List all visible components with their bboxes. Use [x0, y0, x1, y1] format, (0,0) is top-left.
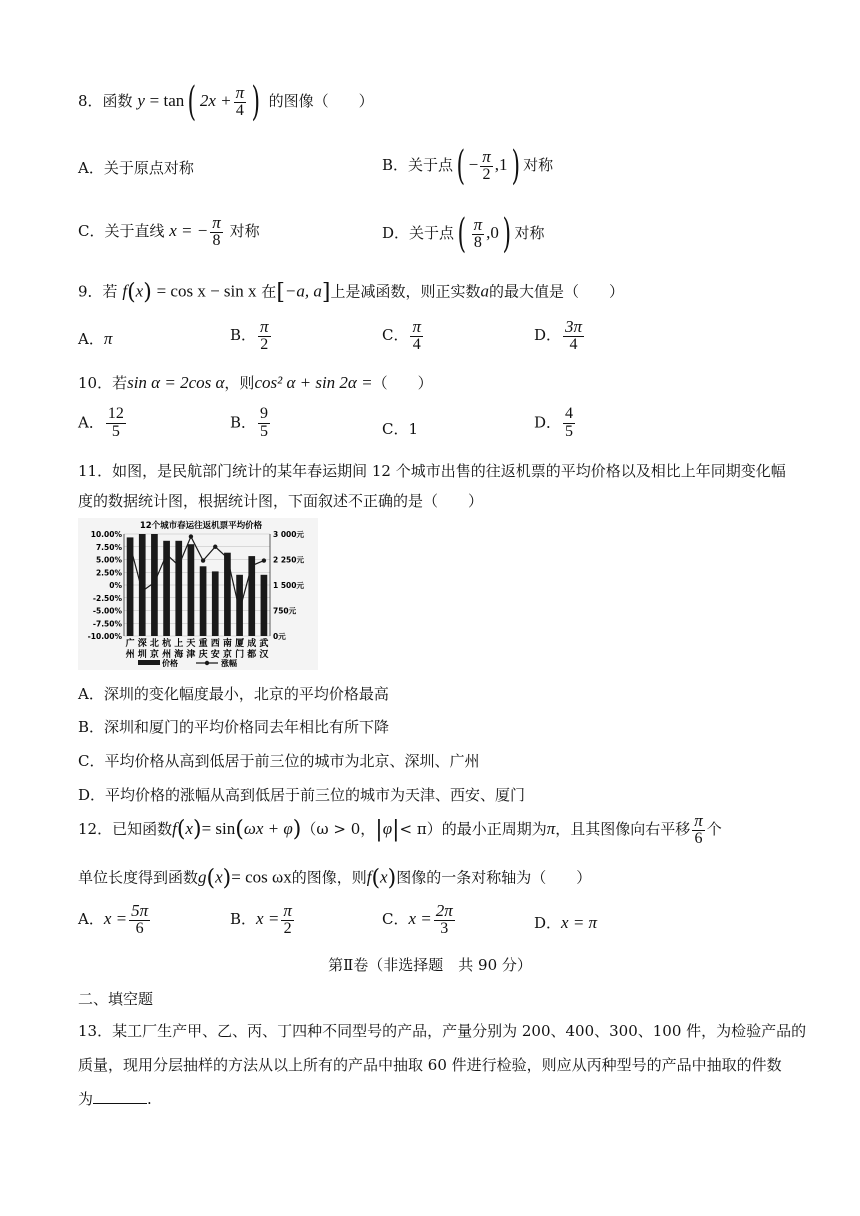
q9-prefix: 9．若	[78, 282, 118, 301]
q10-cond: sin α = 2cos α	[127, 373, 225, 392]
q8-stem-prefix: 8．函数	[78, 92, 133, 110]
price-bar	[200, 566, 207, 636]
q10-option-b: B． $\frac{9}{5}$	[230, 405, 269, 440]
q12-option-d: D．x = π	[534, 913, 598, 932]
right-tick-label: 2 250元	[273, 555, 304, 565]
growth-point	[140, 589, 144, 593]
q9-mid: 上是减函数，则正实数	[330, 282, 481, 301]
category-label-bottom: 京	[222, 650, 232, 660]
right-tick-label: 1 500元	[273, 581, 304, 590]
q9-option-c: C． $\frac{\pi}{4}$	[382, 317, 422, 353]
category-label-bottom: 京	[149, 650, 159, 660]
left-tick-label: 10.00%	[90, 530, 122, 539]
q11-option-c: C．平均价格从高到低居于前三位的城市为北京、深圳、广州	[78, 752, 480, 770]
price-bar	[248, 556, 255, 636]
price-bar	[261, 575, 268, 636]
q8-option-a: A．关于原点对称	[78, 159, 194, 177]
q8-opt-d-pre: D．关于点	[382, 224, 455, 242]
q9-stem: 9．若 f(x) = cos x − sin x 在[−a, a]上是减函数，则正实数a的最大值是（ ）	[78, 280, 625, 305]
category-label-bottom: 圳	[137, 650, 147, 660]
left-tick-label: -10.00%	[87, 632, 122, 641]
q8-y: y	[137, 91, 145, 110]
q8-option-b: B．关于点( − $\frac{\pi}{2}$ ,1) 对称	[382, 143, 554, 189]
q12-inner: ωx + φ	[243, 818, 293, 838]
price-bar	[212, 571, 219, 636]
q8-eq: = tan	[149, 91, 185, 110]
right-tick-label: 0元	[273, 632, 286, 641]
part2-heading: 第Ⅱ卷（非选择题 共 90 分）	[328, 956, 532, 974]
q11-stem-line1: 11．如图，是民航部门统计的某年春运期间 12 个城市出售的往返机票的平均价格以及相比上年同期变化幅	[78, 462, 786, 480]
q10-option-d: D． $\frac{4}{5}$	[534, 405, 574, 440]
category-label-bottom: 门	[235, 650, 245, 660]
left-tick-label: 5.00%	[95, 555, 122, 565]
legend-label-growth: 涨幅	[221, 659, 237, 668]
q10-stem: 10．若sin α = 2cos α，则cos² α + sin 2α =（ ）	[78, 373, 433, 392]
q9-option-b: B． $\frac{\pi}{2}$	[230, 317, 269, 353]
legend-label-price: 价格	[162, 659, 178, 668]
price-bar	[224, 553, 231, 636]
q11-option-a: A．深圳的变化幅度最小，北京的平均价格最高	[78, 685, 389, 703]
category-label-bottom: 海	[174, 650, 184, 660]
growth-point	[128, 543, 132, 547]
category-label-top: 成	[247, 639, 257, 649]
q8-opt-b-suf: 对称	[523, 156, 554, 174]
q9-eq: = cos x − sin x	[156, 281, 257, 301]
q10-option-a: A． $\frac{12}{5}$	[78, 405, 124, 440]
q8-opt-c-suf: 对称	[229, 221, 260, 240]
category-label-bottom: 津	[186, 650, 196, 660]
answer-blank[interactable]	[93, 1089, 147, 1104]
q13-line1: 13．某工厂生产甲、乙、丙、丁四种不同型号的产品，产量分别为 200、400、300、100 件，为检验产品的	[78, 1022, 807, 1040]
q8-stem-suffix: 的图像（ ）	[268, 92, 374, 110]
left-tick-label: 0%	[109, 581, 122, 590]
section-heading: 二、填空题	[78, 990, 154, 1008]
q8-stem: 8．函数 y = tan( 2x + $\frac{\pi}{4}$ ) 的图像（ ）	[78, 79, 374, 125]
legend-point-swatch	[205, 661, 209, 665]
left-tick-label: -7.50%	[92, 619, 122, 629]
q13-line3: 为 .	[78, 1090, 152, 1108]
price-bar	[139, 534, 146, 636]
growth-point	[225, 556, 229, 560]
right-tick-label: 3 000元	[273, 530, 304, 539]
q12-stem-line1: 12．已知函数f(x)= sin(ωx + φ)（ω > 0，|φ|< π）的最小正周期为π，且其图像向右平移 $\frac{\pi}{6}$ 个	[78, 811, 722, 847]
q12-stem-line2: 单位长度得到函数g(x)= cos ωx的图像，则f(x)图像的一条对称轴为（ ）	[78, 866, 592, 891]
price-bar	[236, 575, 243, 636]
q12-option-c: C．x = $\frac{2\pi}{3}$	[382, 901, 453, 937]
growth-point	[237, 608, 241, 612]
category-label-top: 北	[149, 639, 159, 649]
category-label-bottom: 安	[210, 650, 220, 660]
category-label-bottom: 州	[162, 650, 172, 660]
q8-frac: $\frac{\pi}{4}$	[235, 83, 245, 120]
right-tick-label: 750元	[273, 606, 297, 616]
q8-opt-c-math: x = −	[169, 220, 209, 240]
growth-point	[262, 558, 266, 562]
legend-bar-swatch	[138, 660, 160, 665]
q8-opt-d-suf: 对称	[514, 224, 545, 242]
q8-opt-b-pre: B．关于点	[382, 156, 454, 174]
q11-stem-line2: 度的数据统计图，根据统计图，下面叙述不正确的是（ ）	[78, 492, 484, 510]
category-label-top: 南	[222, 639, 232, 649]
q10-option-c: C．1	[382, 420, 419, 438]
growth-point	[152, 580, 156, 584]
price-bar	[188, 544, 195, 636]
category-label-top: 重	[198, 639, 208, 649]
growth-point	[177, 563, 181, 567]
category-label-top: 厦	[235, 639, 245, 649]
price-bar	[175, 541, 182, 636]
category-label-top: 深	[137, 639, 147, 649]
q9-option-d: D． $\frac{3\pi}{4}$	[534, 317, 583, 353]
left-tick-label: -2.50%	[92, 593, 122, 603]
growth-point	[164, 552, 168, 556]
price-bar	[151, 534, 158, 636]
growth-point	[213, 545, 217, 549]
q9-interval: −a, a	[284, 281, 322, 301]
q8-opt-c-frac: $\frac{\pi}{8}$	[212, 213, 221, 249]
growth-point	[189, 534, 193, 538]
category-label-top: 天	[186, 639, 196, 649]
category-label-top: 上	[174, 639, 184, 649]
left-tick-label: 2.50%	[95, 568, 122, 578]
q8-opt-c-pre: C．关于直线	[78, 221, 165, 240]
left-tick-label: 7.50%	[95, 542, 122, 552]
chart-title: 12个城市春运往返机票平均价格	[139, 521, 263, 531]
q8-opt-b-frac: $\frac{\pi}{2}$	[482, 147, 491, 184]
q11-chart-svg	[78, 518, 318, 670]
q13-line2: 质量，现用分层抽样的方法从以上所有的产品中抽取 60 件进行检验，则应从丙种型号的产品中抽取的件数	[78, 1056, 782, 1074]
q8-option-d: D．关于点( $\frac{\pi}{8}$ ,0) 对称	[382, 211, 545, 257]
category-label-bottom: 庆	[198, 650, 208, 660]
q8-opt-d-frac: $\frac{\pi}{8}$	[473, 215, 483, 252]
growth-point	[201, 558, 205, 562]
category-label-bottom: 汉	[259, 650, 269, 660]
category-label-top: 西	[210, 639, 220, 649]
category-label-bottom: 都	[247, 650, 257, 660]
q12-option-b: B．x = $\frac{\pi}{2}$	[230, 901, 292, 937]
q9-suffix: 的最大值是（ ）	[489, 282, 625, 301]
q11-chart	[78, 518, 318, 670]
q10-expr: cos² α + sin 2α =	[254, 373, 373, 392]
category-label-top: 广	[125, 639, 135, 649]
q11-option-b: B．深圳和厦门的平均价格同去年相比有所下降	[78, 718, 390, 736]
q8-inner: 2x +	[199, 91, 232, 110]
category-label-bottom: 州	[125, 650, 135, 660]
q9-option-a: A．π	[78, 329, 113, 348]
q11-option-d: D．平均价格的涨幅从高到低居于前三位的城市为天津、西安、厦门	[78, 786, 526, 804]
category-label-top: 武	[259, 639, 269, 649]
growth-point	[250, 563, 254, 567]
left-tick-label: -5.00%	[92, 606, 122, 616]
q12-option-a: A．x = $\frac{5\pi}{6}$	[78, 901, 149, 937]
category-label-top: 杭	[162, 639, 172, 649]
q8-option-c	[78, 214, 260, 250]
